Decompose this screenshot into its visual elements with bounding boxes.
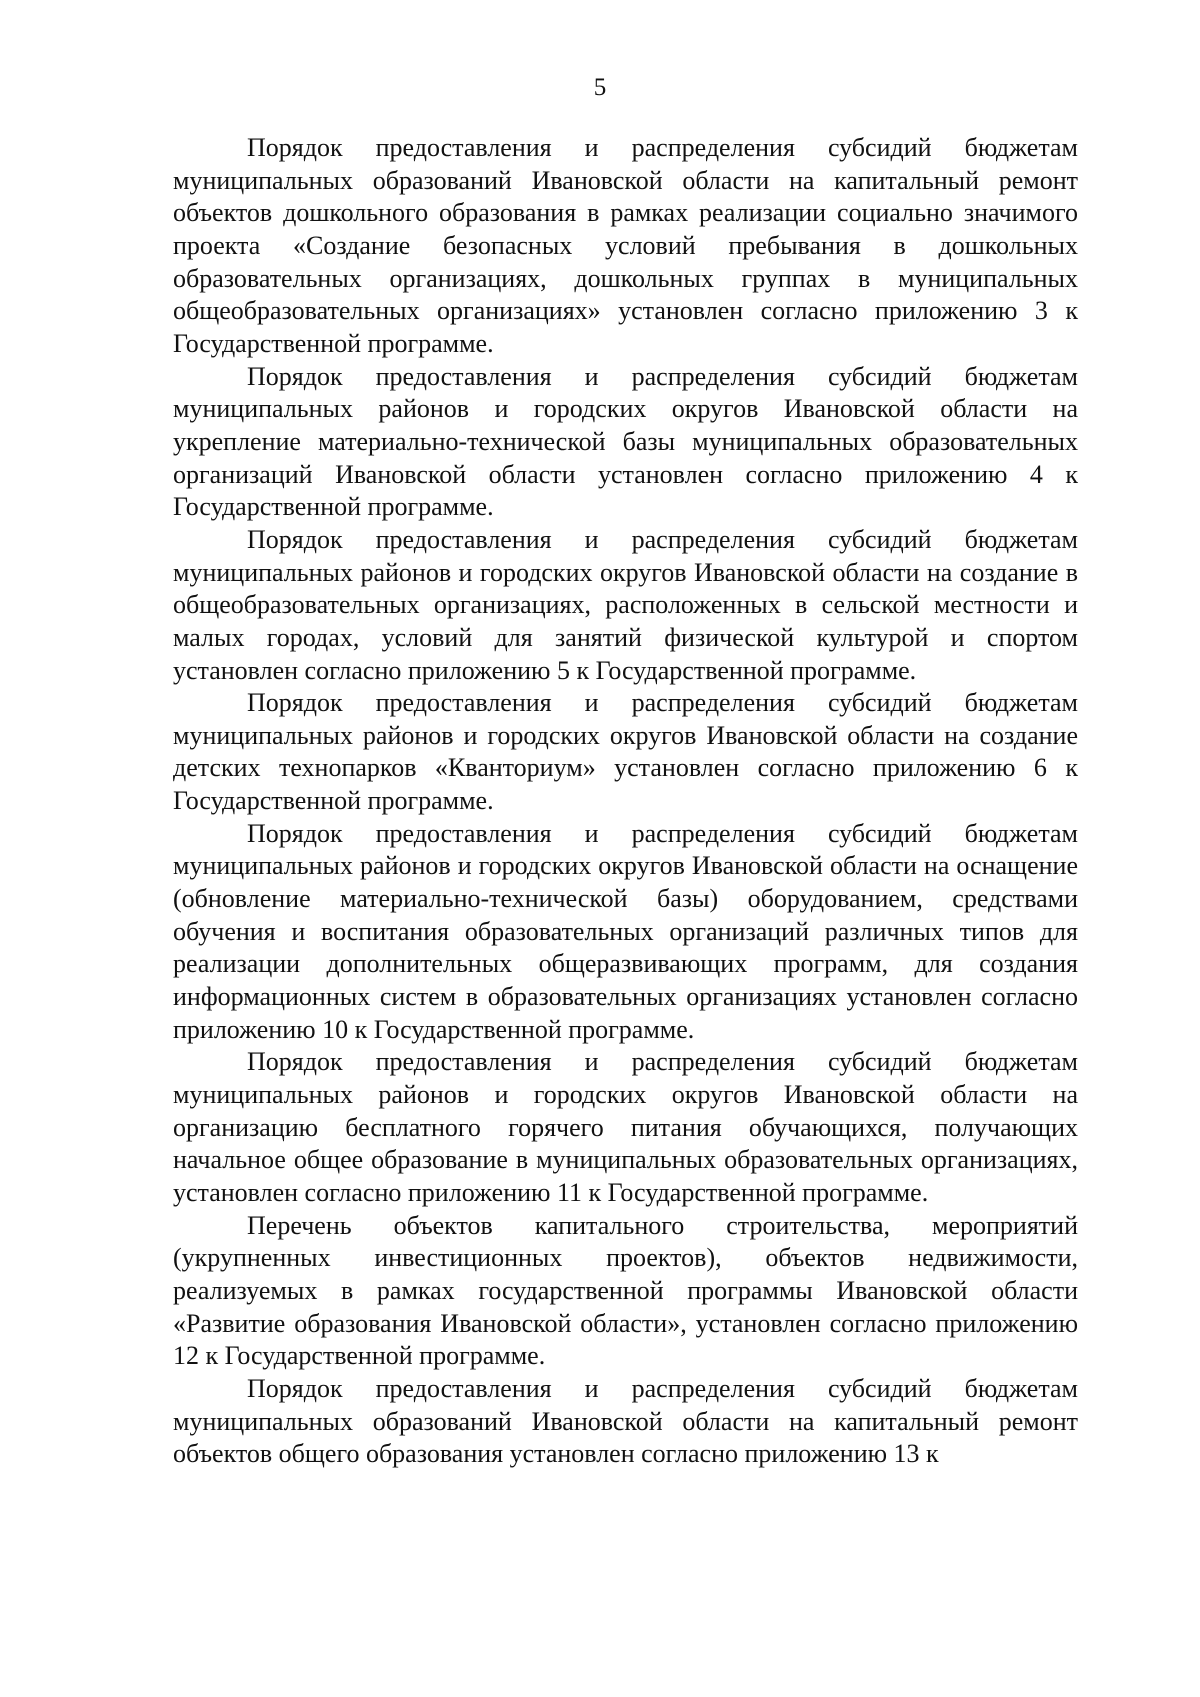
paragraph-appendix-4: Порядок предоставления и распределения субсидий бюджетам муниципальных районов и городских округов Ивановской области на укрепление материально-технической базы муниципальных образовательных организаций Ивановской области установлен согласно приложению 4 к Государственной программе. <box>173 361 1078 522</box>
paragraph-appendix-3: Порядок предоставления и распределения субсидий бюджетам муниципальных образований Ивановской области на капитальный ремонт объектов дошкольного образования в рамках реализации социально значимого проекта «Создание безопасных условий пребывания в дошкольных образовательных организациях, дошкольных группах в муниципальных общеобразовательных организациях» установлен согласно приложению 3 к Государственной программе. <box>173 133 1078 358</box>
paragraph-appendix-6: Порядок предоставления и распределения субсидий бюджетам муниципальных районов и городских округов Ивановской области на создание детских технопарков «Кванториум» установлен согласно приложению 6 к Государственной программе. <box>173 688 1078 816</box>
paragraph-appendix-11: Порядок предоставления и распределения субсидий бюджетам муниципальных районов и городских округов Ивановской области на организацию бесплатного горячего питания обучающихся, получающих начальное общее образование в муниципальных образовательных организациях, установлен согласно приложению 11 к Государственной программе. <box>173 1047 1078 1207</box>
paragraph-appendix-5: Порядок предоставления и распределения субсидий бюджетам муниципальных районов и городских округов Ивановской области на создание в общеобразовательных организациях, расположенных в сельской местности и малых городах, условий для занятий физической культурой и спортом установлен согласно приложению 5 к Государственной программе. <box>173 524 1078 685</box>
document-body <box>173 132 1078 1471</box>
page-number: 5 <box>593 74 607 101</box>
paragraph-appendix-10: Порядок предоставления и распределения субсидий бюджетам муниципальных районов и городских округов Ивановской области на оснащение (обновление материально-технической базы) оборудованием, средствами обучения и воспитания образовательных организаций различных типов для реализации дополнительных общеразвивающих программ, для создания информационных систем в образовательных организациях установлен согласно приложению 10 к Государственной программе. <box>173 818 1078 1044</box>
paragraph-appendix-13: Порядок предоставления и распределения субсидий бюджетам муниципальных образований Ивановской области на капитальный ремонт объектов общего образования установлен согласно приложению 13 к <box>173 1373 1078 1469</box>
paragraph-appendix-12: Перечень объектов капитального строительства, мероприятий (укрупненных инвестиционных проектов), объектов недвижимости, реализуемых в рамках государственной программы Ивановской области «Развитие образования Ивановской области», установлен согласно приложению 12 к Государственной программе. <box>173 1210 1078 1371</box>
